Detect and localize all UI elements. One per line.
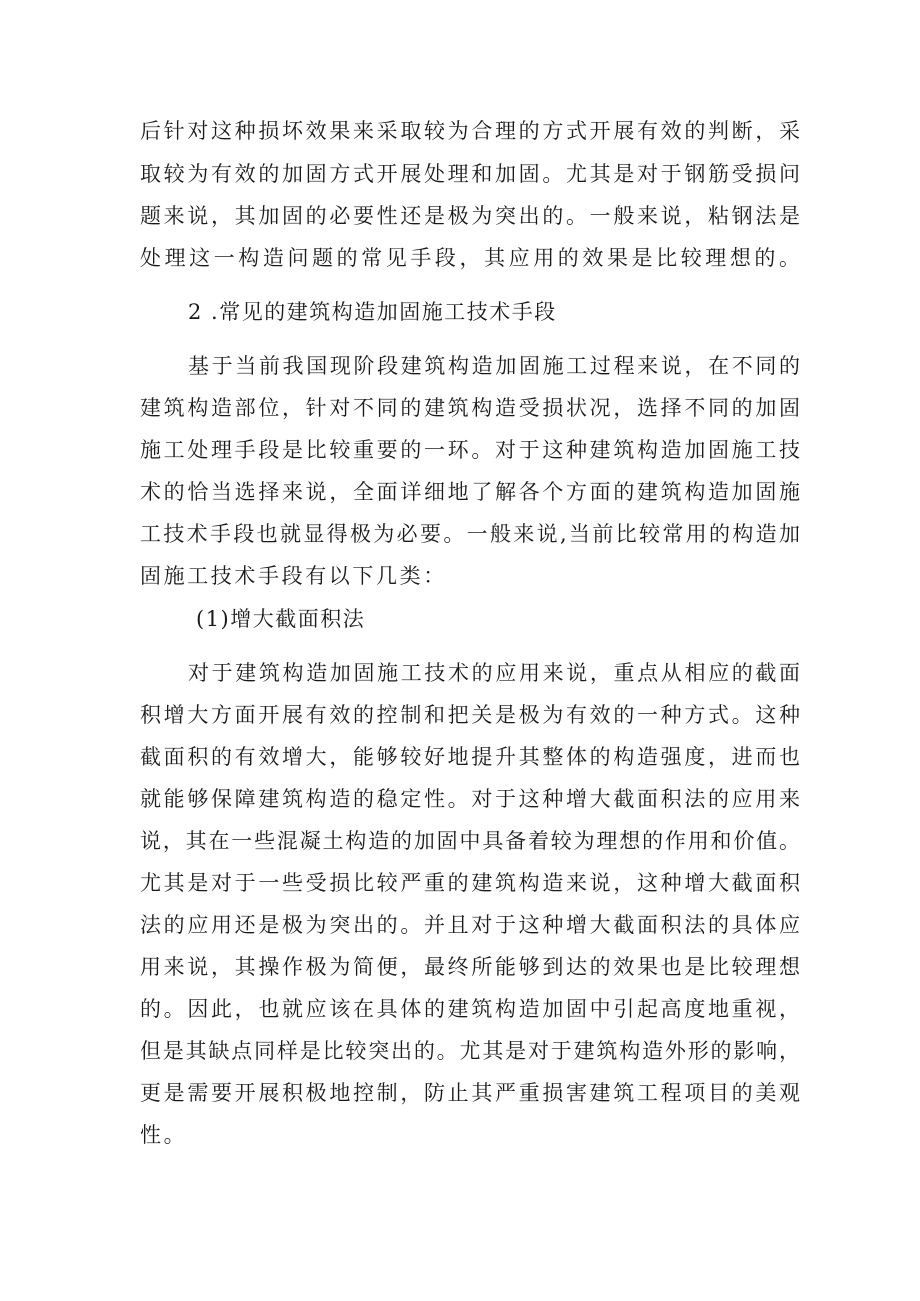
paragraph-line: 积增大方面开展有效的控制和把关是极为有效的一种方式。这种: [140, 703, 800, 727]
paragraph-line: 法的应用还是极为突出的。并且对于这种增大截面积法的具体应: [140, 913, 800, 937]
paragraph-line: 术的恰当选择来说，全面详细地了解各个方面的建筑构造加固施: [140, 480, 800, 504]
subsection-heading: (1)增大截面积法: [196, 607, 366, 631]
section-heading: 2 .常见的建筑构造加固施工技术手段: [188, 300, 557, 324]
paragraph-line: 用来说，其操作极为简便，最终所能够到达的效果也是比较理想: [140, 955, 800, 979]
paragraph-line: 说，其在一些混凝土构造的加固中具备着较为理想的作用和价值。: [140, 829, 800, 853]
paragraph-line: 但是其缺点同样是比较突出的。尤其是对于建筑构造外形的影响，: [140, 1039, 800, 1063]
paragraph-line: 更是需要开展积极地控制，防止其严重损害建筑工程项目的美观: [140, 1081, 800, 1105]
paragraph-line: 后针对这种损坏效果来采取较为合理的方式开展有效的判断，采: [140, 119, 800, 143]
paragraph-line: 的。因此，也就应该在具体的建筑构造加固中引起高度地重视，: [140, 997, 800, 1021]
paragraph-line: 处理这一构造问题的常见手段，其应用的效果是比较理想的。: [140, 246, 800, 270]
paragraph-line: 取较为有效的加固方式开展处理和加固。尤其是对于钢筋受损问: [140, 162, 800, 186]
paragraph-line: 施工处理手段是比较重要的一环。对于这种建筑构造加固施工技: [140, 438, 800, 462]
paragraph-line: 尤其是对于一些受损比较严重的建筑构造来说，这种增大截面积: [140, 871, 800, 895]
paragraph-line: 建筑构造部位，针对不同的建筑构造受损状况，选择不同的加固: [140, 396, 800, 420]
paragraph-line: 性。: [140, 1123, 188, 1147]
paragraph-line: 对于建筑构造加固施工技术的应用来说，重点从相应的截面: [188, 661, 800, 685]
paragraph-line: 截面积的有效增大，能够较好地提升其整体的构造强度，进而也: [140, 745, 800, 769]
paragraph-line: 就能够保障建筑构造的稳定性。对于这种增大截面积法的应用来: [140, 787, 800, 811]
paragraph-line: 题来说，其加固的必要性还是极为突出的。一般来说，粘钢法是: [140, 204, 800, 228]
paragraph-line: 工技术手段也就显得极为必要。一般来说,当前比较常用的构造加: [140, 522, 800, 546]
paragraph-line: 基于当前我国现阶段建筑构造加固施工过程来说，在不同的: [188, 354, 800, 378]
paragraph-line: 固施工技术手段有以下几类：: [140, 564, 447, 588]
